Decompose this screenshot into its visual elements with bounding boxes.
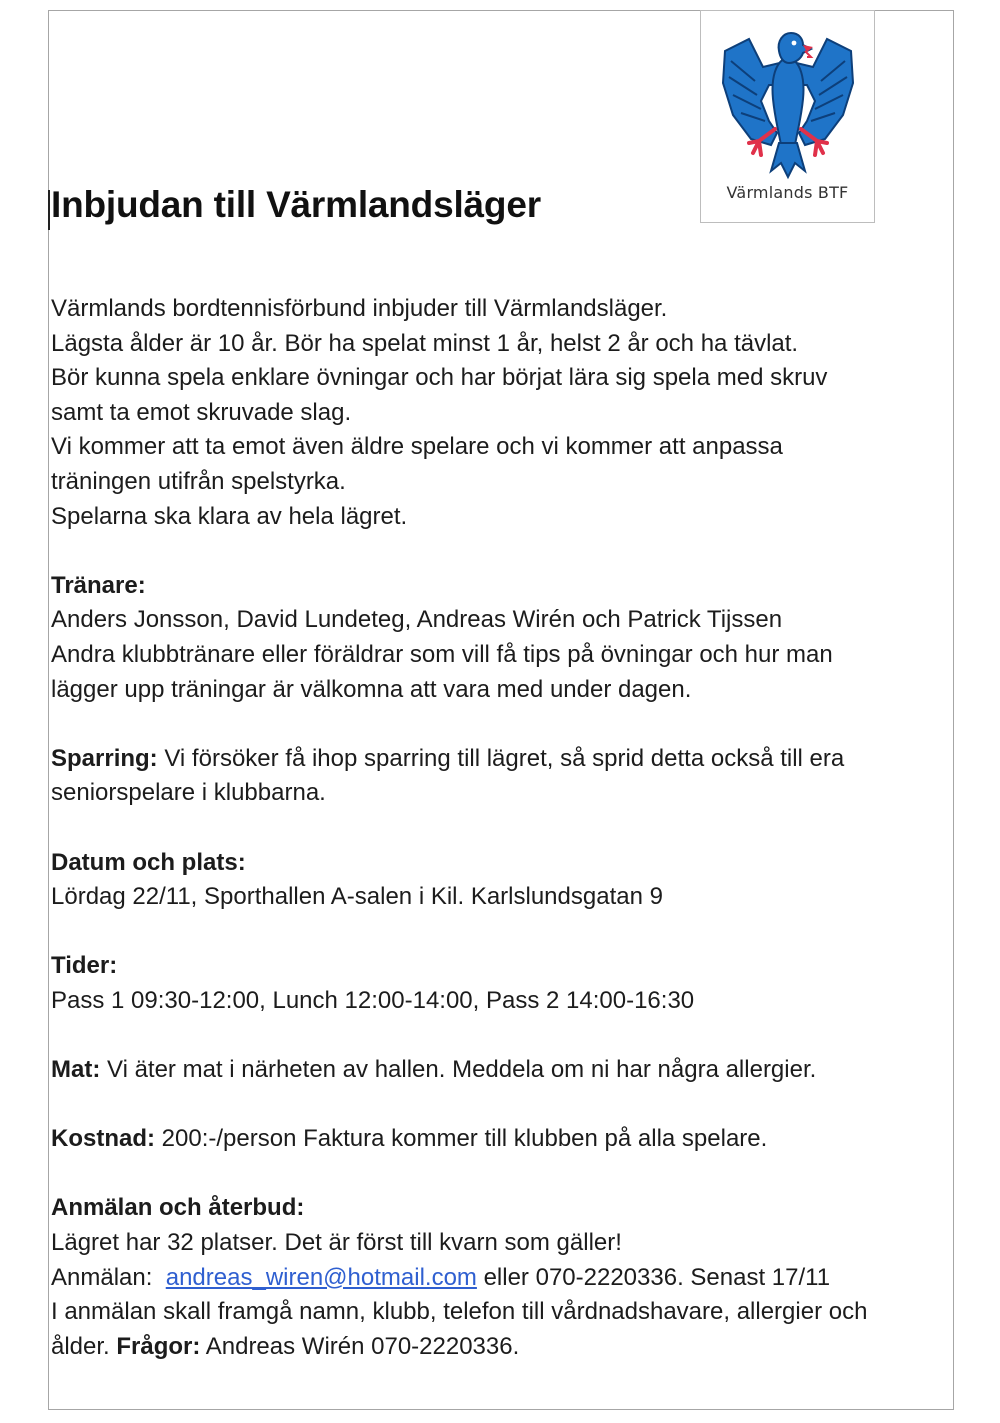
cost-line — [51, 1122, 946, 1157]
text-cursor — [48, 190, 50, 230]
registration-prefix: Anmälan: — [51, 1263, 166, 1291]
spacer — [51, 707, 946, 742]
registration-suffix: eller 070-2220336. Senast 17/11 — [476, 1263, 831, 1291]
logo-caption: Värmlands BTF — [726, 183, 849, 202]
registration-line: I anmälan skall framgå namn, klubb, telefon till vårdnadshavare, allergier och — [51, 1298, 868, 1326]
food-line — [51, 1053, 946, 1088]
intro-line: samt ta emot skruvade slag. — [51, 398, 352, 426]
spacer — [51, 534, 946, 569]
sparring-label: Sparring: — [51, 744, 158, 772]
intro-line: Bör kunna spela enklare övningar och har börjat lära sig spela med skruv — [51, 364, 828, 392]
times-heading: Tider: — [51, 952, 118, 980]
questions-text: Andreas Wirén 070-2220336. — [200, 1332, 520, 1360]
cost-label: Kostnad: — [51, 1125, 155, 1153]
email-link[interactable]: andreas_wiren@hotmail.com — [165, 1263, 477, 1291]
questions-label: Frågor: — [116, 1332, 201, 1360]
page-title: Inbjudan till Värmlandsläger — [51, 184, 541, 225]
coaches-line: Anders Jonsson, David Lundeteg, Andreas Wirén och Patrick Tijssen — [51, 606, 783, 634]
intro-line: Värmlands bordtennisförbund inbjuder till Värmlandsläger. — [51, 295, 668, 322]
spacer — [51, 1157, 946, 1192]
spacer — [51, 1018, 946, 1053]
document-body — [51, 292, 946, 1364]
sparring-line-2: seniorspelare i klubbarna. — [51, 779, 326, 807]
date-place-text: Lördag 22/11, Sporthallen A-salen i Kil. Karlslundsgatan 9 — [51, 883, 663, 911]
food-label: Mat: — [51, 1056, 101, 1084]
coaches-line: lägger upp träningar är välkomna att vara med under dagen. — [51, 675, 692, 703]
sparring-text: Vi försöker få ihop sparring till lägret, så sprid detta också till era — [157, 744, 845, 772]
coaches-line: Andra klubbtränare eller föräldrar som vill få tips på övningar och hur man — [51, 640, 833, 668]
spacer — [51, 915, 946, 950]
food-text: Vi äter mat i närheten av hallen. Meddela om ni har några allergier. — [100, 1056, 817, 1084]
cost-text: 200:-/person Faktura kommer till klubben på alla spelare. — [155, 1125, 768, 1153]
intro-line: Vi kommer att ta emot även äldre spelare och vi kommer att anpassa — [51, 433, 783, 461]
registration-heading: Anmälan och återbud: — [51, 1194, 305, 1222]
coaches-heading: Tränare: — [51, 571, 146, 599]
spacer — [51, 1088, 946, 1123]
sparring-line — [51, 742, 946, 777]
date-place-heading: Datum och plats: — [51, 848, 246, 876]
federation-logo — [700, 10, 875, 223]
eagle-icon — [719, 21, 857, 181]
registration-contact-line — [51, 1261, 946, 1296]
intro-line: Spelarna ska klara av hela lägret. — [51, 502, 408, 530]
times-text: Pass 1 09:30-12:00, Lunch 12:00-14:00, Pass 2 14:00-16:30 — [51, 986, 695, 1014]
spacer — [51, 811, 946, 846]
questions-line — [51, 1330, 946, 1365]
intro-line: träningen utifrån spelstyrka. — [51, 467, 346, 495]
questions-start: ålder. — [51, 1332, 117, 1360]
intro-line: Lägsta ålder är 10 år. Bör ha spelat minst 1 år, helst 2 år och ha tävlat. — [51, 329, 799, 357]
registration-line: Lägret har 32 platser. Det är först till kvarn som gäller! — [51, 1229, 622, 1257]
